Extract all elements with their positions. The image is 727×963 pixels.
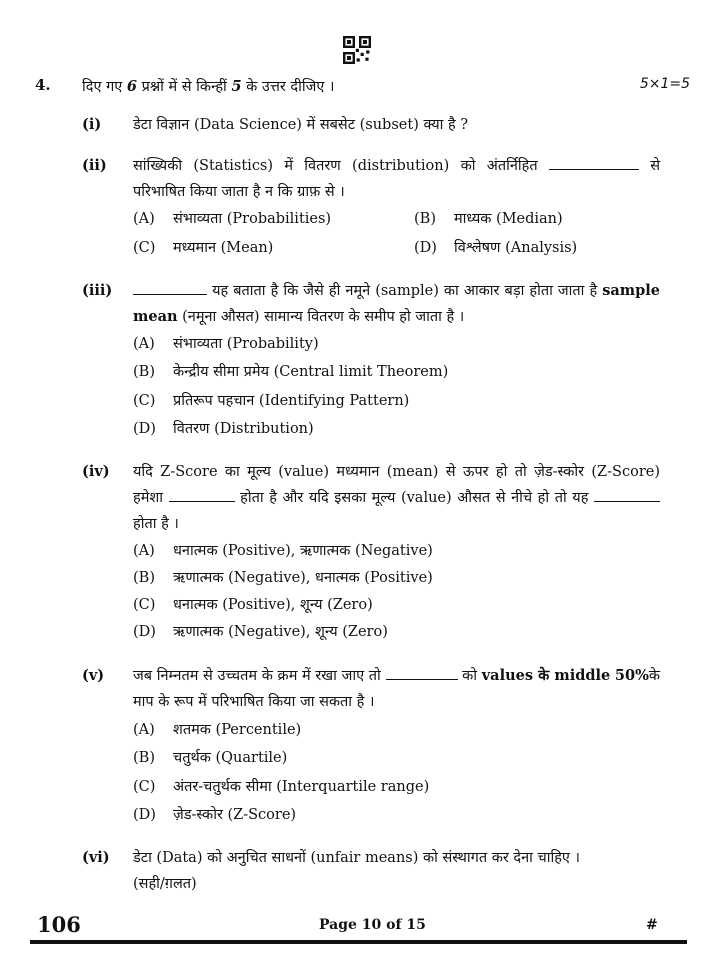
hash-mark: # [646,917,658,933]
answer-blank [594,486,660,502]
answer-blank [133,279,207,295]
sub-question-iv [82,459,660,537]
qr-code-icon [343,36,371,64]
option-c: (C) मध्यमान (Mean) [133,240,274,256]
sub-question-text: सांख्यिकी (Statistics) में वितरण (distribution) को अंतर्निहित से परिभाषित किया जाता है न कि ग्राफ़ से । [133,153,660,205]
option-a: (A) संभाव्यता (Probability) [133,336,319,352]
option-b: (B) चतुर्थक (Quartile) [133,750,288,766]
paper-code: 106 [37,912,81,937]
sub-question-label: (ii) [82,157,107,174]
sub-question-label: (i) [82,116,102,133]
sub-question-vi [82,845,660,897]
option-c: (C) अंतर-चतुर्थक सीमा (Interquartile range) [133,779,430,795]
answer-blank [169,486,235,502]
sub-question-label: (vi) [82,849,110,866]
sub-question-label: (iii) [82,282,113,299]
footer-divider [30,940,687,944]
sub-question-text: जब निम्नतम से उच्चतम के क्रम में रखा जाए तो को values के middle 50%के माप के रूप में परिभाषित किया जा सकता है । [133,663,660,715]
answer-blank [549,154,639,170]
sub-question-text: यह बताता है कि जैसे ही नमूने (sample) का आकार बड़ा होता जाता है sample mean (नमूना औसत) सामान्य वितरण के समीप हो जाता है । [133,278,660,330]
page-number: Page 10 of 15 [319,917,426,933]
option-b: (B) ऋणात्मक (Negative), धनात्मक (Positive) [133,570,433,586]
question-number: 4. [35,76,51,94]
sub-question-v [82,663,660,715]
option-a: (A) धनात्मक (Positive), ऋणात्मक (Negative) [133,543,433,559]
sub-question-label: (v) [82,667,105,684]
option-d: (D) विश्लेषण (Analysis) [414,240,578,256]
option-a: (A) शतमक (Percentile) [133,722,302,738]
answer-blank [386,664,458,680]
sub-question-text: डेटा विज्ञान (Data Science) में सबसेट (subset) क्या है ? [133,117,469,133]
marks-allocation: 5×1=5 [639,76,690,92]
option-b: (B) केन्द्रीय सीमा प्रमेय (Central limit Theorem) [133,364,449,380]
sub-question-ii [82,153,660,205]
option-d: (D) वितरण (Distribution) [133,421,314,437]
option-d: (D) ज़ेड-स्कोर (Z-Score) [133,807,297,823]
sub-question-i [82,112,660,138]
option-b: (B) माध्यक (Median) [414,211,563,227]
option-d: (D) ऋणात्मक (Negative), शून्य (Zero) [133,624,388,640]
option-a: (A) संभाव्यता (Probabilities) [133,211,332,227]
sub-question-iii [82,278,660,330]
sub-question-text: डेटा (Data) को अनुचित साधनों (unfair means) को संस्थागत कर देना चाहिए । (सही/ग़लत) [133,850,581,892]
option-c: (C) प्रतिरूप पहचान (Identifying Pattern) [133,393,410,409]
question-instruction: दिए गए 6 प्रश्नों में से किन्हीं 5 के उत्तर दीजिए । [82,78,335,95]
option-c: (C) धनात्मक (Positive), शून्य (Zero) [133,597,373,613]
sub-question-text: यदि Z-Score का मूल्य (value) मध्यमान (mean) से ऊपर हो तो ज़ेड-स्कोर (Z-Score) हमेशा होता है और यदि इसका मूल्य (value) औसत से नीचे हो तो यह होता है । [133,464,660,532]
sub-question-label: (iv) [82,463,110,480]
